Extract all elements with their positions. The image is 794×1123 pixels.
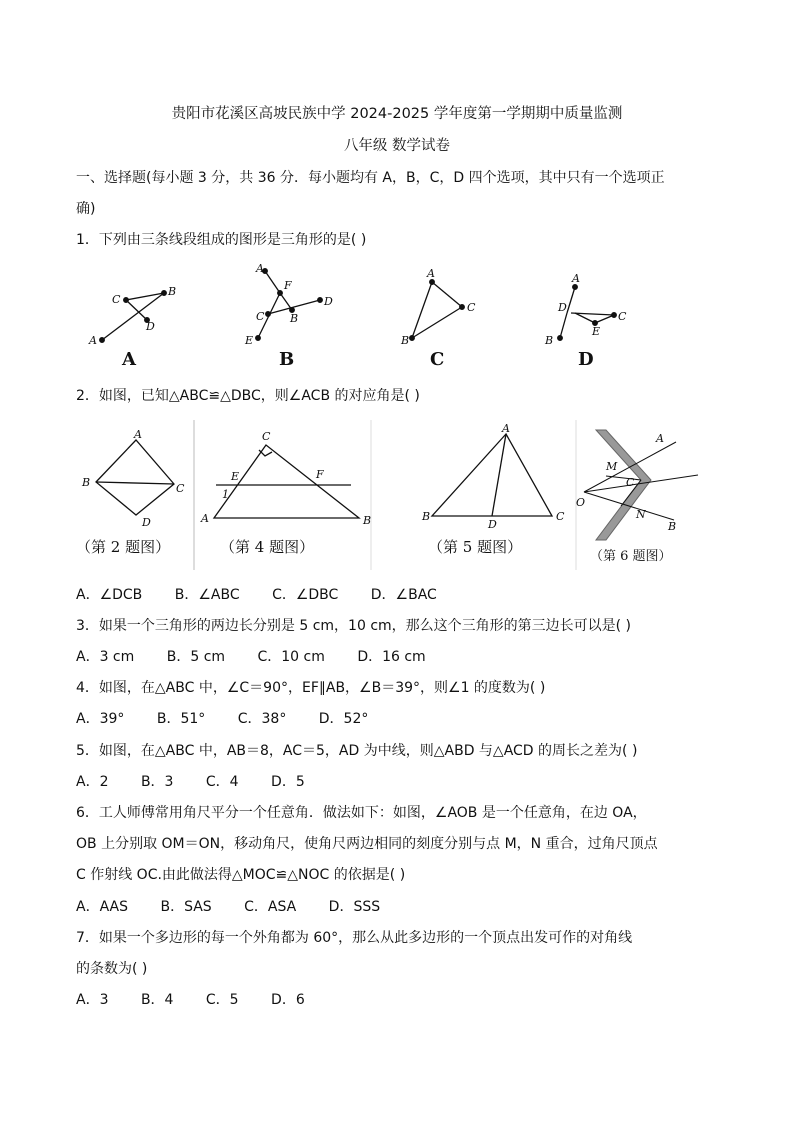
q2-choice-d[interactable]: D．∠BAC bbox=[370, 587, 437, 603]
q3-choice-d[interactable]: D．16 cm bbox=[357, 649, 426, 665]
svg-text:A: A bbox=[256, 262, 264, 275]
q5-choice-a[interactable]: A．2 bbox=[76, 774, 109, 790]
q7-choice-b[interactable]: B．4 bbox=[140, 992, 174, 1008]
svg-text:C: C bbox=[112, 293, 121, 306]
svg-text:E: E bbox=[231, 470, 240, 483]
figure-q4 bbox=[200, 430, 371, 556]
exam-subtitle: 八年级 数学试卷 bbox=[343, 138, 451, 154]
q6-choice-c[interactable]: C．ASA bbox=[244, 899, 297, 915]
caption-fig5: （第 5 题图） bbox=[428, 538, 523, 556]
q4-choice-d[interactable]: D．52° bbox=[318, 711, 369, 727]
figure-q2 bbox=[76, 428, 185, 556]
q3-choices bbox=[76, 646, 454, 666]
question-7-line1: 7．如果一个多边形的每一个外角都为 60°，那么从此多边形的一个顶点出发可作的对角线 bbox=[76, 930, 633, 946]
q5-choice-b[interactable]: B．3 bbox=[140, 774, 174, 790]
figure-q5 bbox=[421, 422, 565, 556]
svg-text:C: C bbox=[256, 310, 265, 323]
q2-choice-a[interactable]: A．∠DCB bbox=[76, 587, 143, 603]
q1-label-c: C bbox=[430, 349, 445, 370]
q1-figure-c bbox=[400, 267, 476, 370]
svg-text:B: B bbox=[545, 334, 554, 347]
svg-text:F: F bbox=[284, 279, 292, 292]
q2-choice-b[interactable]: B．∠ABC bbox=[174, 587, 240, 603]
q3-choice-b[interactable]: B．5 cm bbox=[166, 649, 226, 665]
question-4: 4．如图，在△ABC 中，∠C＝90°，EF∥AB，∠B＝39°，则∠1 的度数为( ) bbox=[76, 680, 546, 696]
svg-text:A: A bbox=[201, 512, 209, 525]
question-5: 5．如图，在△ABC 中，AB＝8，AC＝5，AD 为中线，则△ABD 与△ACD 的周长之差为( ) bbox=[76, 743, 638, 759]
q4-choices bbox=[76, 708, 396, 728]
q7-choice-a[interactable]: A．3 bbox=[76, 992, 109, 1008]
svg-text:D: D bbox=[558, 301, 567, 314]
exam-title: 贵阳市花溪区高坡民族中学 2024-2025 学年度第一学期期中质量监测 bbox=[171, 106, 623, 122]
caption-fig4: （第 4 题图） bbox=[220, 538, 315, 556]
q7-choice-c[interactable]: C．5 bbox=[205, 992, 239, 1008]
question-2: 2．如图，已知△ABC≌△DBC，则∠ACB 的对应角是( ) bbox=[76, 388, 420, 404]
caption-fig2: （第 2 题图） bbox=[76, 538, 171, 556]
q5-choices bbox=[76, 771, 333, 791]
svg-text:C: C bbox=[626, 476, 635, 489]
svg-text:D: D bbox=[142, 516, 151, 529]
svg-text:O: O bbox=[576, 496, 586, 509]
q4-choice-b[interactable]: B．51° bbox=[156, 711, 206, 727]
svg-text:1: 1 bbox=[222, 488, 229, 501]
svg-text:A: A bbox=[572, 272, 580, 285]
caption-fig6: （第 6 题图） bbox=[590, 549, 672, 564]
q7-choice-d[interactable]: D．6 bbox=[271, 992, 305, 1008]
svg-text:N: N bbox=[636, 508, 646, 521]
q5-choice-d[interactable]: D．5 bbox=[271, 774, 305, 790]
svg-text:B: B bbox=[363, 514, 372, 527]
svg-text:C: C bbox=[176, 482, 185, 495]
q6-choice-d[interactable]: D．SSS bbox=[328, 899, 381, 915]
svg-text:C: C bbox=[262, 430, 271, 443]
svg-text:D: D bbox=[488, 518, 497, 531]
q1-label-d: D bbox=[578, 349, 594, 370]
question-7-line2: 的条数为( ) bbox=[76, 961, 148, 977]
q1-label-b: B bbox=[279, 349, 295, 370]
svg-text:B: B bbox=[82, 476, 91, 489]
q3-choice-a[interactable]: A．3 cm bbox=[76, 649, 135, 665]
q6-choice-b[interactable]: B．SAS bbox=[160, 899, 212, 915]
q1-label-a: A bbox=[122, 349, 136, 370]
svg-text:A: A bbox=[89, 334, 97, 347]
figure-q6 bbox=[576, 430, 698, 564]
section-heading-line1: 一、选择题(每小题 3 分，共 36 分．每小题均有 A，B，C，D 四个选项，其中只有一个选项正 bbox=[76, 170, 665, 186]
q1-figure-a bbox=[88, 285, 176, 370]
svg-text:A: A bbox=[502, 422, 510, 435]
svg-text:D: D bbox=[324, 295, 333, 308]
svg-text:B: B bbox=[290, 312, 299, 325]
q1-figure-b bbox=[244, 262, 333, 370]
figures-row bbox=[76, 420, 706, 572]
q1-figures bbox=[80, 258, 660, 370]
question-6-line3: C 作射线 OC.由此做法得△MOC≌△NOC 的依据是( ) bbox=[76, 867, 406, 883]
q2-choices bbox=[76, 584, 465, 604]
q2-choice-c[interactable]: C．∠DBC bbox=[272, 587, 339, 603]
q4-choice-c[interactable]: C．38° bbox=[237, 711, 287, 727]
section-heading-line2: 确) bbox=[76, 201, 96, 217]
q7-choices bbox=[76, 989, 333, 1009]
question-3: 3．如果一个三角形的两边长分别是 5 cm，10 cm，那么这个三角形的第三边长可以是( ) bbox=[76, 618, 632, 634]
svg-text:A: A bbox=[134, 428, 142, 441]
svg-text:M: M bbox=[606, 460, 618, 473]
svg-text:C: C bbox=[618, 310, 627, 323]
svg-text:B: B bbox=[668, 520, 677, 533]
svg-text:C: C bbox=[467, 301, 476, 314]
svg-text:E: E bbox=[592, 325, 601, 338]
svg-text:B: B bbox=[422, 510, 431, 523]
svg-text:D: D bbox=[146, 320, 155, 333]
svg-text:A: A bbox=[427, 267, 435, 280]
q1-figure-d bbox=[544, 272, 627, 370]
svg-text:F: F bbox=[316, 468, 324, 481]
svg-text:A: A bbox=[656, 432, 664, 445]
q6-choice-a[interactable]: A．AAS bbox=[76, 899, 129, 915]
q5-choice-c[interactable]: C．4 bbox=[205, 774, 239, 790]
svg-text:B: B bbox=[168, 285, 177, 298]
svg-text:E: E bbox=[245, 334, 254, 347]
svg-text:C: C bbox=[556, 510, 565, 523]
question-6-line1: 6．工人师傅常用角尺平分一个任意角．做法如下：如图，∠AOB 是一个任意角，在边 OA， bbox=[76, 805, 647, 821]
q6-choices bbox=[76, 896, 408, 916]
svg-text:B: B bbox=[401, 334, 410, 347]
question-1: 1．下列由三条线段组成的图形是三角形的是( ) bbox=[76, 232, 367, 248]
q3-choice-c[interactable]: C．10 cm bbox=[257, 649, 325, 665]
question-6-line2: OB 上分别取 OM＝ON，移动角尺，使角尺两边相同的刻度分别与点 M，N 重合，过角尺顶点 bbox=[76, 836, 658, 852]
q4-choice-a[interactable]: A．39° bbox=[76, 711, 125, 727]
